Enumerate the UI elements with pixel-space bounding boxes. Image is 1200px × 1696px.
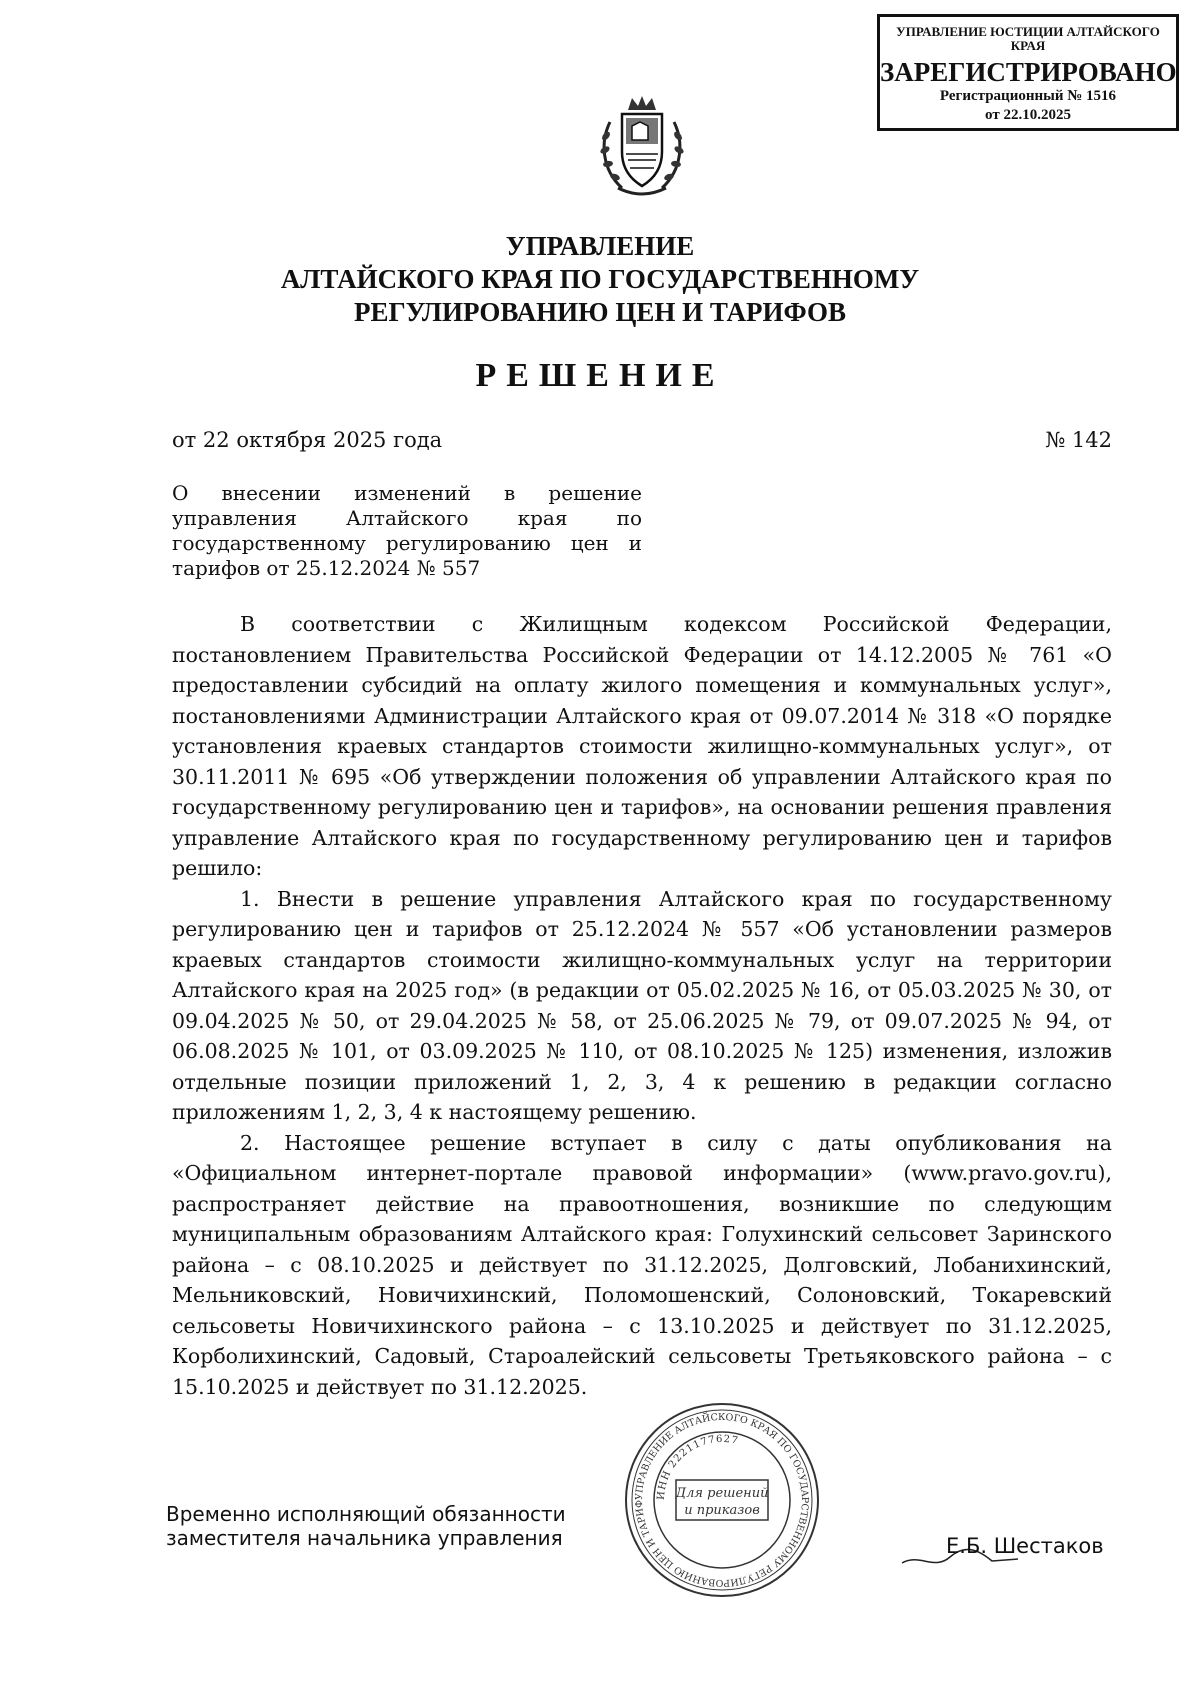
- registration-number: Регистрационный № 1516: [939, 88, 1117, 104]
- organization-header: [0, 230, 1200, 329]
- coat-of-arms-icon: [596, 92, 688, 200]
- position-line-1: Временно исполняющий обязанности: [166, 1502, 566, 1526]
- seal-ring-text: УПРАВЛЕНИЕ АЛТАЙСКОГО КРАЯ ПО ГОСУДАРСТВЕННОМУ РЕГУЛИРОВАНИЮ ЦЕН И ТАРИФ: [633, 1411, 811, 1589]
- position-line-2: заместителя начальника управления: [166, 1526, 563, 1550]
- registration-status: ЗАРЕГИСТРИРОВАНО: [880, 57, 1177, 87]
- seal-center-line-1: Для решений: [675, 1486, 769, 1501]
- preamble-paragraph: В соответствии с Жилищным кодексом Российской Федерации, постановлением Правительства Российской Федерации от 14.12.2005 № 761 «О предоставлении субсидий на оплату жилого помещения и коммунальных услуг», постановлениями Администрации Алтайского края от 09.07.2014 № 318 «О порядке установления краевых стандартов стоимости жилищно-коммунальных услуг», от 30.11.2011 № 695 «Об утверждении положения об управлении Алтайского края по государственному регулированию цен и тарифов», на основании решения правления управление Алтайского края по государственному регулированию цен и тарифов решило:: [172, 612, 1112, 880]
- document-type-title: РЕШЕНИЕ: [475, 357, 725, 394]
- document-date: от 22 октября 2025 года: [172, 428, 443, 452]
- official-seal-icon: [622, 1400, 822, 1600]
- seal-inn-text: ИНН 2221177627: [655, 1433, 740, 1501]
- registration-stamp: [877, 14, 1179, 131]
- document-subject: О внесении изменений в решение управления Алтайского края по государственному регулированию цен и тарифов от 25.12.2024 № 557: [172, 481, 642, 580]
- item-1-paragraph: 1. Внести в решение управления Алтайского края по государственному регулированию цен и тарифов от 25.12.2024 № 557 «Об установлении размеров краевых стандартов стоимости жилищно-коммунальных услуг на территории Алтайского края на 2025 год» (в редакции от 05.02.2025 № 16, от 05.03.2025 № 30, от 09.04.2025 № 50, от 29.04.2025 № 58, от 25.06.2025 № 79, от 09.07.2025 № 94, от 06.08.2025 № 101, от 03.09.2025 № 110, от 08.10.2025 № 125) изменения, изложив отдельные позиции приложений 1, 2, 3, 4 к решению в редакции согласно приложениям 1, 2, 3, 4 к настоящему решению.: [172, 886, 1112, 1124]
- signatory-position: [166, 1502, 566, 1550]
- org-line-2: АЛТАЙСКОГО КРАЯ ПО ГОСУДАРСТВЕННОМУ: [280, 264, 920, 294]
- seal-center-line-2: и приказов: [684, 1503, 760, 1518]
- signatory-name: Е.Б. Шестаков: [946, 1534, 1104, 1558]
- item-2-paragraph: 2. Настоящее решение вступает в силу с даты опубликования на «Официальном интернет-портале правовой информации» (www.pravo.gov.ru), распространяет действие на правоотношения, возникшие по следующим муниципальным образованиям Алтайского края: Голухинский сельсовет Заринского района – с 08.10.2025 и действует по 31.12.2025, Долговский, Лобанихинский, Мельниковский, Новичихинский, Поломошенский, Солоновский, Токаревский сельсоветы Новичихинского района – с 13.10.2025 и действует по 31.12.2025, Корболихинский, Садовый, Староалейский сельсоветы Третьяковского района – с 15.10.2025 и действует по 31.12.2025.: [172, 1130, 1112, 1399]
- org-line-3: РЕГУЛИРОВАНИЮ ЦЕН И ТАРИФОВ: [353, 297, 847, 327]
- document-number: № 142: [1045, 428, 1112, 452]
- document-body: [172, 609, 1112, 1402]
- registration-organization: УПРАВЛЕНИЕ ЮСТИЦИИ АЛТАЙСКОГО КРАЯ: [896, 24, 1160, 53]
- registration-date: от 22.10.2025: [985, 107, 1071, 123]
- org-line-1: УПРАВЛЕНИЕ: [505, 231, 695, 261]
